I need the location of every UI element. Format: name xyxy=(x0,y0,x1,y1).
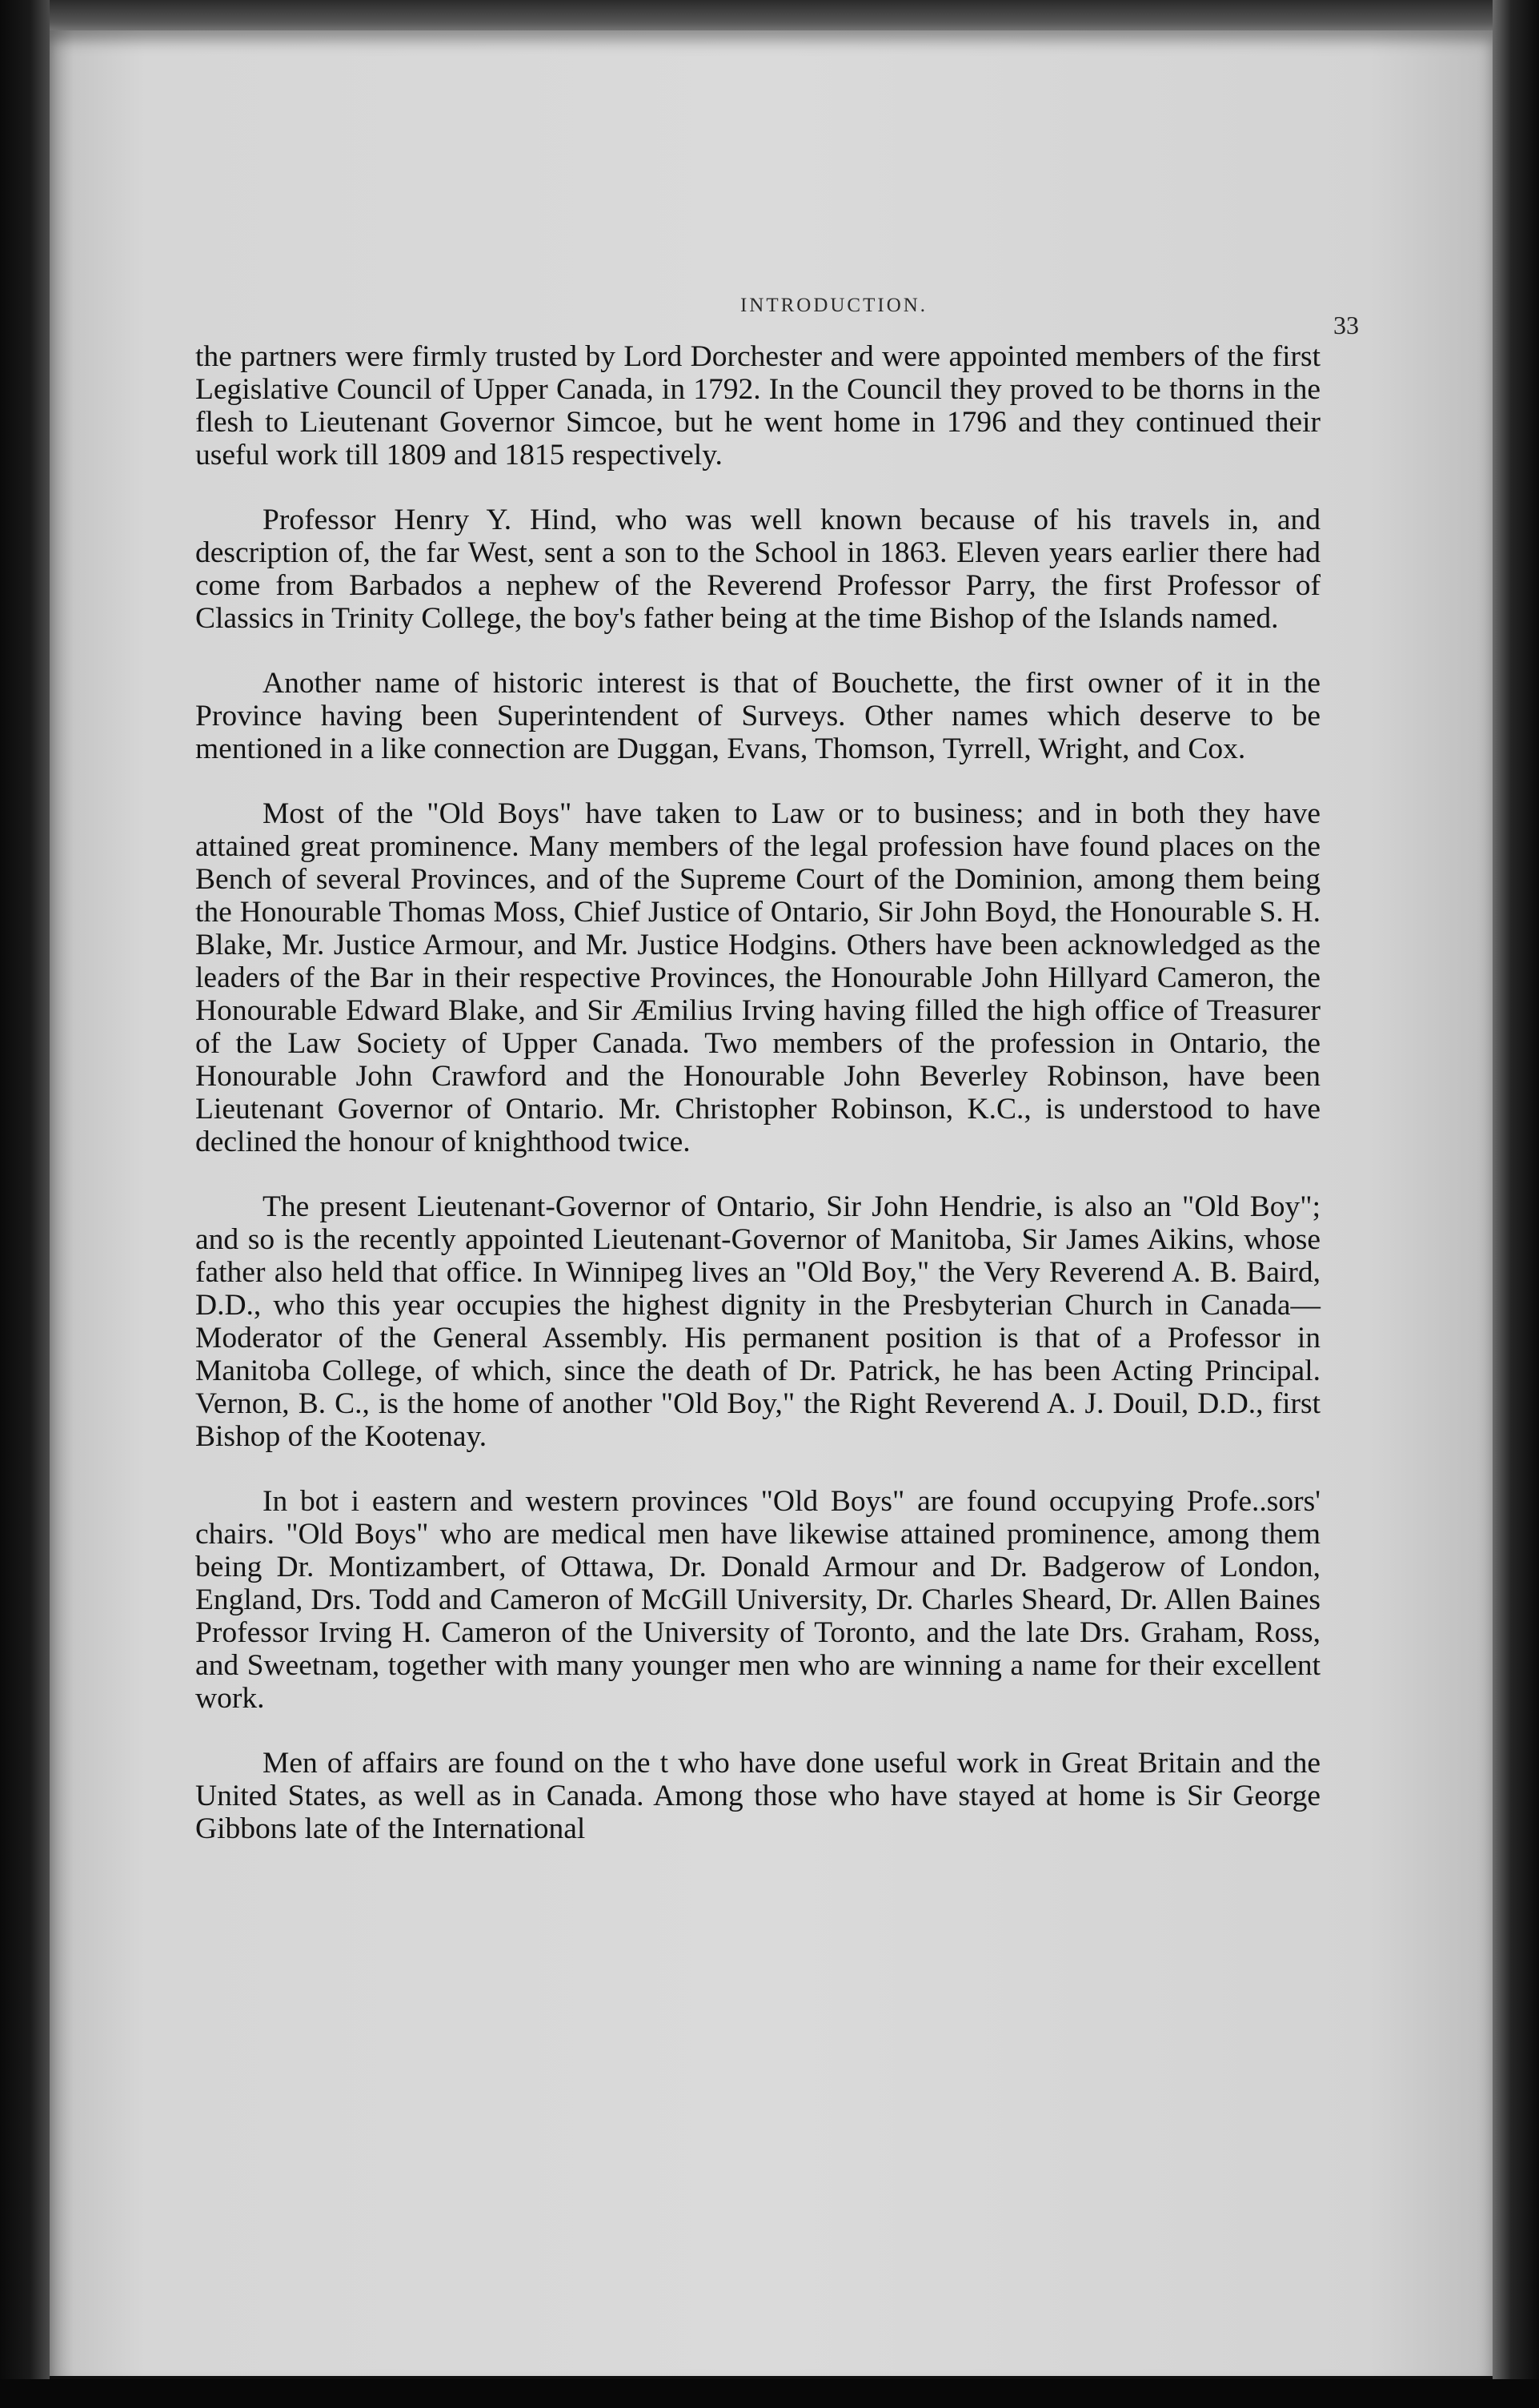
scan-right-edge xyxy=(1493,0,1539,2408)
paragraph-5: The present Lieutenant-Governor of Ontario, Sir John Hendrie, is also an "Old Boy"; and so is the recently appointed Lieutenant-Governor of Manitoba, Sir James Aikins, whose father also held that office. In Winnipeg lives an "Old Boy," the Very Reverend A. B. Baird, D.D., who this year occupies the highest dignity in the Presbyterian Church in Canada—Moderator of the General Assembly. His permanent position is that of a Professor in Manitoba College, of which, since the death of Dr. Patrick, he has been Acting Principal. Vernon, B. C., is the home of another "Old Boy," the Right Reverend A. J. Douil, D.D., first Bishop of the Kootenay. xyxy=(195,1190,1321,1453)
paragraph-2: Professor Henry Y. Hind, who was well known because of his travels in, and description of, the far West, sent a son to the School in 1863. Eleven years earlier there had come from Barbados a nephew of the Reverend Professor Parry, the first Professor of Classics in Trinity College, the boy's father being at the time Bishop of the Islands named. xyxy=(195,504,1321,635)
paragraph-4: Most of the "Old Boys" have taken to Law or to business; and in both they have attained great prominence. Many members of the legal profession have found places on the Bench of several Provinces, and of the Supreme Court of the Dominion, among them being the Honourable Thomas Moss, Chief Justice of Ontario, Sir John Boyd, the Honourable S. H. Blake, Mr. Justice Armour, and Mr. Justice Hodgins. Others have been acknowledged as the leaders of the Bar in their respective Provinces, the Honourable John Hillyard Cameron, the Honourable Edward Blake, and Sir Æmilius Irving having filled the high office of Treasurer of the Law Society of Upper Canada. Two members of the profession in Ontario, the Honourable John Crawford and the Honourable John Beverley Robinson, have been Lieutenant Governor of Ontario. Mr. Christopher Robinson, K.C., is understood to have declined the honour of knighthood twice. xyxy=(195,797,1321,1158)
paragraph-7: Men of affairs are found on the t who have done useful work in Great Britain and the United States, as well as in Canada. Among those who have stayed at home is Sir George Gibbons late of the International xyxy=(195,1747,1321,1845)
body-text xyxy=(195,340,1321,1877)
scan-bottom-edge xyxy=(0,2379,1539,2408)
paragraph-1: the partners were firmly trusted by Lord Dorchester and were appointed members of the first Legislative Council of Upper Canada, in 1792. In the Council they proved to be thorns in the flesh to Lieutenant Governor Simcoe, but he went home in 1796 and they continued their useful work till 1809 and 1815 respectively. xyxy=(195,340,1321,472)
paragraph-6: In bot i eastern and western provinces "Old Boys" are found occupying Profe..sors' chairs. "Old Boys" who are medical men have likewise attained prominence, among them being Dr. Montizambert, of Ottawa, Dr. Donald Armour and Dr. Badgerow of London, England, Drs. Todd and Cameron of McGill University, Dr. Charles Sheard, Dr. Allen Baines Professor Irving H. Cameron of the University of Toronto, and the late Drs. Graham, Ross, and Sweetnam, together with many younger men who are winning a name for their excellent work. xyxy=(195,1485,1321,1715)
paragraph-3: Another name of historic interest is that of Bouchette, the first owner of it in the Province having been Superintendent of Surveys. Other names which deserve to be mentioned in a like connection are Duggan, Evans, Thomson, Tyrrell, Wright, and Cox. xyxy=(195,667,1321,765)
scan-left-edge xyxy=(0,0,50,2408)
page-number: 33 xyxy=(1333,311,1359,339)
running-title: INTRODUCTION. xyxy=(739,295,928,316)
